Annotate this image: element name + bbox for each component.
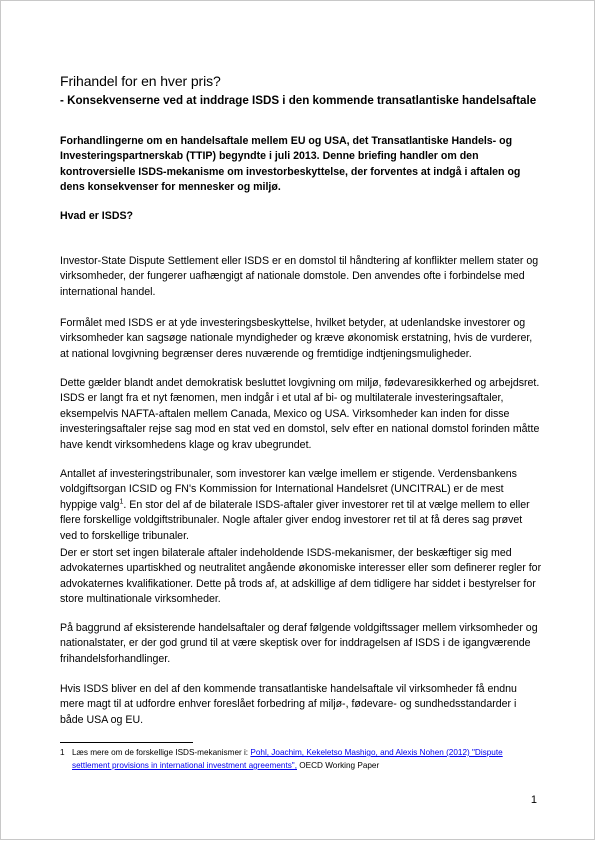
intro-paragraph: Forhandlingerne om en handelsaftale mellem EU og USA, det Transatlantiske Handels- og Investeringspartnerskab (TTIP) begyndte i juli 2013. Denne briefing handler om den kontroversielle ISDS-mekanisme om investorbeskyttelse, der forventes at indgå i aftalen og dens konsekvenser for mennesker og miljø. — [60, 135, 521, 194]
footnote-number: 1 — [60, 748, 65, 757]
paragraph-3: Dette gælder blandt andet demokratisk besluttet lovgivning om miljø, fødevaresikkerhed og arbejdsret. ISDS er langt fra et nyt fænomen, men indgår i et utal af bi- og multilaterale investeringsaftaler, eksempelvis NAFTA-aftalen mellem Canada, Mexico og USA. Virksomheder kan inden for disse investeringsaftaler rejse sag mod en stat ved en domstol, selv efter en national domstol forinden måtte have kendt virksomhedens klage og krav ubegrundet. — [60, 377, 540, 451]
page-number: 1 — [530, 794, 537, 806]
paragraph-4-text-b: . En stor del af de bilaterale ISDS-aftaler giver investorer ret til at vælge mellem to eller flere forskellige voldgiftstribunaler. Nogle aftaler giver endog investorer ret til at få deres sag prøvet ved to forskellige tribunaler. — [60, 498, 530, 542]
paragraph-2: Formålet med ISDS er at yde investeringsbeskyttelse, hvilket betyder, at udenlandske investorer og virksomheder kan sagsøge nationale myndigheder og kræve økonomisk erstatning, hvis de vurderer, at national lovgivning begrænser deres nuværende og fremtidige indtjeningsmuligheder. — [60, 317, 533, 360]
footnote-suffix: OECD Working Paper — [297, 761, 380, 770]
footnote — [60, 746, 542, 772]
footnote-body — [72, 746, 542, 772]
paragraph-4 — [60, 467, 542, 544]
footnote-link[interactable]: Pohl, Joachim, Kekeletso Mashigo, and Alexis Nohen (2012) "Dispute settlement provisions in international investment agreements", — [72, 748, 503, 770]
paragraph-1: Investor-State Dispute Settlement eller ISDS er en domstol til håndtering af konflikter mellem stater og virksomheder, der fungerer uafhængigt af nationale domstole. Den anvendes ofte i forbindelse med international handel. — [60, 255, 539, 298]
footnote-divider — [60, 742, 193, 743]
section-heading: Hvad er ISDS? — [60, 210, 134, 222]
paragraph-7: Hvis ISDS bliver en del af den kommende transatlantiske handelsaftale vil virksomheder få endnu mere magt til at udfordre enhver foreslået forbedring af miljø-, fødevare- og sundhedsstandarder i både USA og EU. — [60, 683, 517, 726]
footnote-reference[interactable]: 1 — [119, 498, 124, 506]
document-title: Frihandel for en hver pris? — [60, 73, 221, 89]
document-subtitle: - Konsekvenserne ved at inddrage ISDS i den kommende transatlantiske handelsaftale — [60, 94, 537, 107]
paragraph-4-text-a: Antallet af investeringstribunaler, som investorer kan vælge imellem er stigende. Verdensbankens voldgiftsorgan ICSID og FN's Kommission for International Handelsret (UNCITRAL) er de mest hyppige valg — [60, 468, 517, 511]
paragraph-5: Der er stort set ingen bilaterale aftaler indeholdende ISDS-mekanismer, der beskæftiger sig med advokaternes upartiskhed og neutralitet angående økonomiske interesser eller som definerer regler for advokaternes kvalifikationer. Dette på trods af, at adskillige af dem tidligere har siddet i bestyrelser for store multinationale virksomheder. — [60, 547, 542, 606]
paragraph-6: På baggrund af eksisterende handelsaftaler og deraf følgende voldgiftssager mellem virksomheder og nationalstater, er der god grund til at være skeptisk over for inddragelsen af ISDS i de igangværende frihandelsforhandlinger. — [60, 622, 538, 665]
footnote-prefix: Læs mere om de forskellige ISDS-mekanismer i: — [72, 748, 251, 757]
